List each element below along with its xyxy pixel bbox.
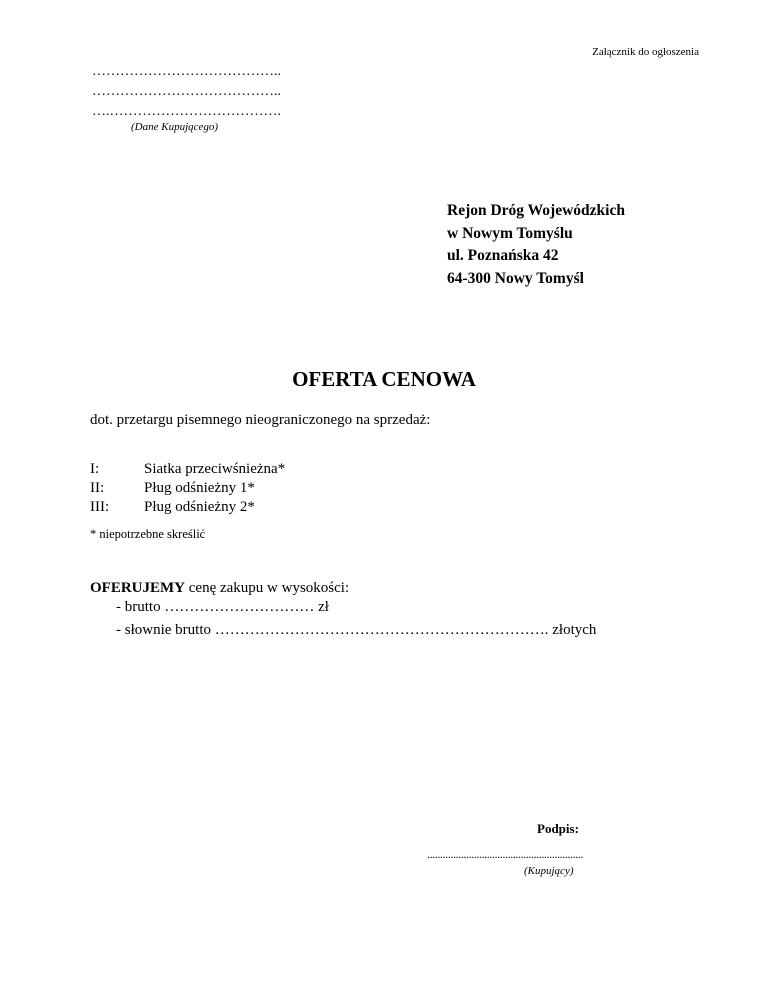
offer-words-line: - słownie brutto …………………………………………………………. złotych: [116, 622, 597, 638]
item-label: Pług odśnieżny 2*: [144, 499, 255, 515]
buyer-data-line-1: …………………………………..: [92, 64, 281, 79]
list-item: [90, 498, 285, 517]
item-label: Siatka przeciwśnieżna*: [144, 461, 286, 477]
item-label: Pług odśnieżny 1*: [144, 480, 255, 496]
list-item: [90, 479, 285, 498]
annex-label: Załącznik do ogłoszenia: [592, 46, 699, 58]
offer-lead: [90, 580, 349, 597]
document-title: OFERTA CENOWA: [292, 367, 476, 391]
offer-lead-text: cenę zakupu w wysokości:: [185, 580, 350, 596]
buyer-data-line-2: …………………………………..: [92, 84, 281, 99]
recipient-line-4: 64-300 Nowy Tomyśl: [447, 269, 584, 287]
buyer-data-line-3: ….……………………………….: [92, 104, 281, 119]
item-number: II:: [90, 480, 105, 496]
list-item: [90, 460, 285, 479]
buyer-data-caption: (Dane Kupującego): [131, 121, 219, 133]
signature-label: Podpis:: [537, 821, 579, 836]
recipient-address: [447, 200, 625, 290]
recipient-line-3: ul. Poznańska 42: [447, 247, 559, 264]
offer-brutto-line: - brutto ………………………… zł: [116, 599, 329, 615]
document-subject: dot. przetargu pisemnego nieograniczonego na sprzedaż:: [90, 412, 431, 428]
item-list: [90, 460, 285, 517]
signature-line: ............................................................: [427, 847, 584, 861]
signature-caption: (Kupujący): [524, 865, 574, 877]
item-number: III:: [90, 499, 110, 515]
recipient-line-2: w Nowym Tomyślu: [447, 224, 573, 242]
footnote: * niepotrzebne skreślić: [90, 527, 206, 541]
recipient-line-1: Rejon Dróg Wojewódzkich: [447, 202, 625, 219]
offer-lead-bold: OFERUJEMY: [90, 580, 185, 596]
item-number: I:: [90, 461, 100, 477]
